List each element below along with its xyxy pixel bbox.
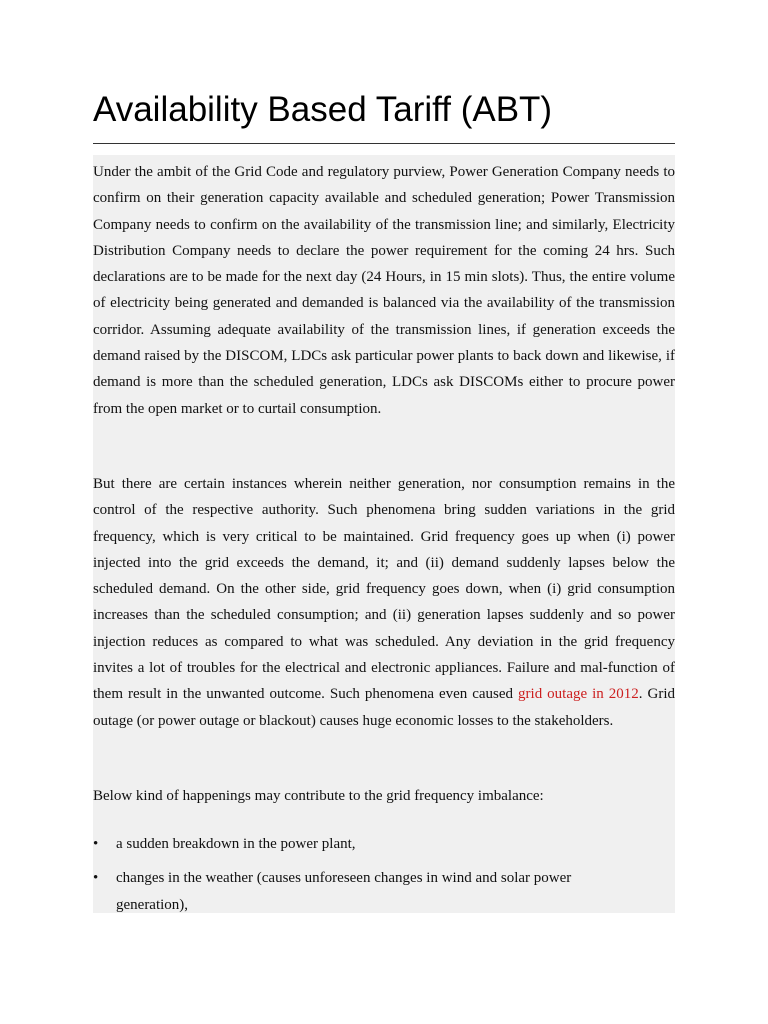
title-divider bbox=[93, 143, 675, 144]
paragraph-declarations: Under the ambit of the Grid Code and regulatory purview, Power Generation Company needs to confirm on their generation capacity available and scheduled generation; Power Transmission Company needs to confirm on the availability of the transmission line; and similarly, Electricity Distribution Company needs to declare the power requirement for the coming 24 hrs. Such declarations are to be made for the next day (24 Hours, in 15 min slots). Thus, the entire volume of electricity being generated and demanded is balanced via the availability of the transmission corridor. Assuming adequate availability of the transmission lines, if generation exceeds the demand raised by the DISCOM, LDCs ask particular power plants to back down and likewise, if demand is more than the scheduled generation, LDCs ask DISCOMs either to procure power from the open market or to curtail consumption. bbox=[93, 164, 675, 417]
paragraph-text-part: . Grid outage (or power outage or blackout) causes huge economic losses to the stakeholders. bbox=[93, 686, 675, 729]
article-body bbox=[93, 155, 675, 913]
list-item-text: a sudden breakdown in the power plant, bbox=[116, 836, 356, 852]
paragraph-text-part: But there are certain instances wherein neither generation, nor consumption remains in the control of the respective authority. Such phenomena bring sudden variations in the grid frequency, which is very critical to be maintained. Grid frequency goes up when (i) power injected into the grid exceeds the demand, it; and (ii) demand suddenly lapses below the scheduled demand. On the other side, grid frequency goes down, when (i) grid consumption increases than the scheduled consumption; and (ii) generation lapses suddenly and so power injection reduces as compared to what was scheduled. Any deviation in the grid frequency invites a lot of troubles for the electrical and electronic appliances. Failure and mal-function of them result in the unwanted outcome. Such phenomena even caused bbox=[93, 476, 675, 703]
paragraph-grid-frequency bbox=[93, 471, 675, 734]
bullet-icon: • bbox=[93, 870, 99, 887]
list-item bbox=[93, 831, 636, 857]
imbalance-causes-list bbox=[93, 831, 675, 926]
list-item bbox=[93, 865, 636, 918]
paragraph-imbalance-intro: Below kind of happenings may contribute to the grid frequency imbalance: bbox=[93, 788, 544, 804]
grid-outage-link[interactable]: grid outage in 2012 bbox=[518, 686, 639, 703]
list-item-text: changes in the weather (causes unforeseen changes in wind and solar power generation), bbox=[116, 870, 572, 913]
bullet-icon: • bbox=[93, 836, 99, 852]
page-title: Availability Based Tariff (ABT) bbox=[93, 90, 553, 129]
